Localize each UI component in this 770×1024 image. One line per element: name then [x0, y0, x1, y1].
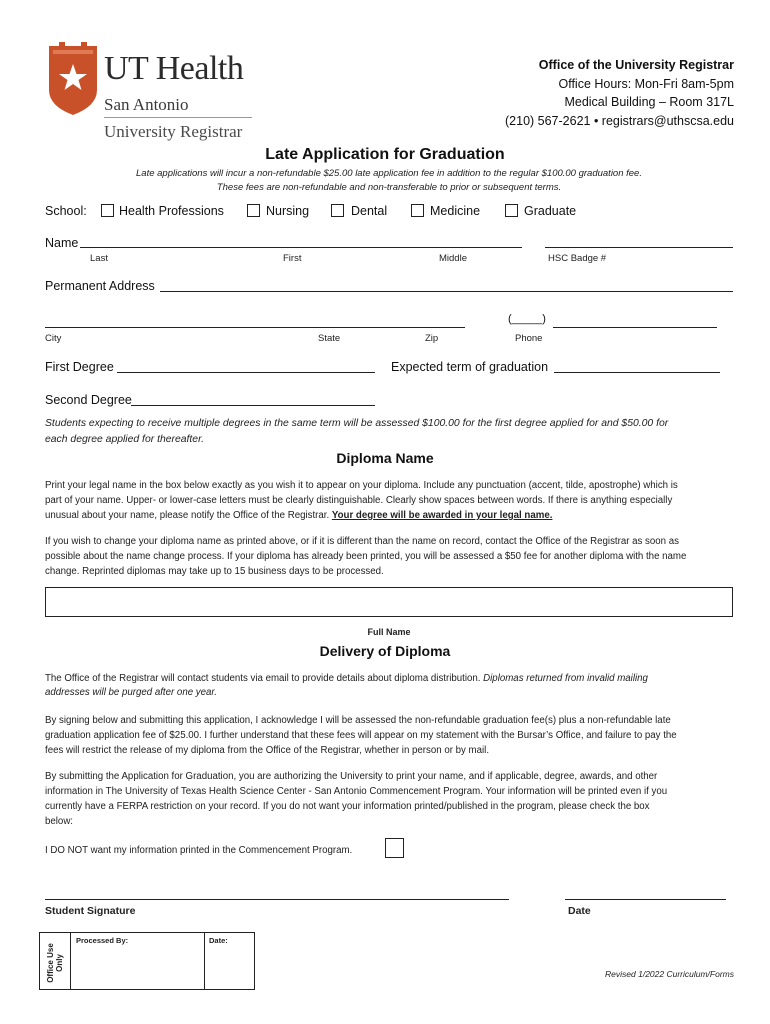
logo-divider	[104, 117, 252, 118]
address-input-line[interactable]	[160, 291, 733, 292]
office-use-box	[39, 932, 255, 990]
delivery-p1-line1: The Office of the Registrar will contact students via email to provide details about diploma distribution.	[45, 673, 481, 684]
office-use-vertical-cell	[40, 933, 71, 989]
school-option-dental: Dental	[351, 204, 388, 218]
school-label: School:	[45, 204, 87, 218]
legal-name-notice: Your degree will be awarded in your legal name.	[331, 510, 553, 521]
diploma-p2-line1: If you wish to change your diploma name as printed above, or if it is different than the name on record, contact the Office of the Registrar as soon as	[45, 536, 679, 547]
name-sublabel-first: First	[283, 253, 302, 264]
address-sublabel-state: State	[318, 333, 341, 344]
address-sublabel-city: City	[45, 333, 62, 344]
processed-by-cell[interactable]	[70, 933, 205, 989]
revision-footer: Revised 1/2022 Curriculum/Forms	[605, 969, 734, 979]
processed-by-label: Processed By:	[76, 936, 129, 945]
address-sublabel-zip: Zip	[425, 333, 439, 344]
expected-term-label: Expected term of graduation	[391, 360, 549, 374]
school-option-graduate: Graduate	[524, 204, 577, 218]
diploma-p2-line3: change. Reprinted diplomas may take up to 15 business days to be processed.	[45, 566, 384, 577]
school-checkbox-health-professions[interactable]	[101, 204, 114, 217]
delivery-p2-line1: By signing below and submitting this application, I acknowledge I will be assessed the non-refundable graduation fee(s) plus a non-refundable late	[45, 715, 671, 726]
expected-term-input-line[interactable]	[554, 372, 720, 373]
office-use-only-label: Office Use Only	[46, 943, 64, 983]
first-degree-label: First Degree	[45, 360, 114, 374]
school-option-nursing: Nursing	[266, 204, 310, 218]
delivery-p1-line2: addresses will be purged after one year.	[45, 687, 217, 698]
signature-date-line[interactable]	[565, 899, 726, 900]
diploma-p1-line3: unusual about your name, please notify the Office of the Registrar.	[45, 510, 330, 521]
city-state-zip-input-line[interactable]	[45, 327, 465, 328]
office-building: Medical Building – Room 317L	[564, 95, 734, 109]
diploma-p1-line2: part of your name. Upper- or lower-case letters must be clearly distinguishable. Clearly show spaces between words. If there is anything especially	[45, 495, 673, 506]
office-date-label: Date:	[209, 936, 228, 945]
office-name: Office of the University Registrar	[538, 58, 734, 72]
delivery-p3-line2: information in The University of Texas Health Science Center - San Antonio Commencement Program. Your information will be printed even if you	[45, 786, 668, 797]
name-label: Name	[45, 236, 79, 250]
fee-note-line2: These fees are non-refundable and non-transferable to prior or subsequent terms.	[216, 182, 562, 193]
multi-degree-note-line2: each degree applied for thereafter.	[45, 434, 205, 445]
office-info	[505, 56, 734, 130]
office-date-cell[interactable]	[204, 933, 254, 989]
delivery-p2-line3: fees will restrict the release of my diploma from the Office of the Registrar, whether in person or by mail.	[45, 745, 490, 756]
office-contact: (210) 567-2621 • registrars@uthscsa.edu	[505, 113, 734, 128]
phone-input-line[interactable]	[553, 327, 717, 328]
name-input-line[interactable]	[80, 247, 522, 248]
name-sublabel-hsc-badge: HSC Badge #	[548, 253, 607, 264]
second-degree-input-line[interactable]	[131, 405, 375, 406]
school-option-health-professions: Health Professions	[119, 204, 224, 218]
name-sublabel-last: Last	[90, 253, 108, 264]
delivery-p3-line4: below:	[45, 816, 74, 827]
address-sublabel-phone: Phone	[515, 333, 543, 344]
page-title: Late Application for Graduation	[265, 146, 505, 163]
delivery-p1-purge-note: Diplomas returned from invalid mailing	[483, 673, 648, 684]
delivery-p2-line2: graduation application fee of $25.00. I further understand that these fees will appear on my statement with the Bursar’s Office, and failure to pay the	[45, 730, 677, 741]
full-name-label: Full Name	[367, 627, 411, 637]
first-degree-input-line[interactable]	[117, 372, 375, 373]
second-degree-label: Second Degree	[45, 393, 132, 407]
optout-label: I DO NOT want my information printed in the Commencement Program.	[45, 845, 353, 856]
delivery-p3-line3: currently have a FERPA restriction on your record. If you do not want your information printed/published in the program, please check the box	[45, 801, 650, 812]
school-checkbox-medicine[interactable]	[411, 204, 424, 217]
multi-degree-note-line1: Students expecting to receive multiple degrees in the same term will be assessed $100.00 for the first degree applied for and $50.00 for	[45, 418, 669, 429]
office-hours: Office Hours: Mon-Fri 8am-5pm	[558, 76, 734, 91]
fee-note-line1: Late applications will incur a non-refundable $25.00 late application fee in addition to the regular $100.00 graduation fee.	[136, 168, 642, 179]
name-sublabel-middle: Middle	[439, 253, 467, 264]
logo-wordmark: UT Health	[104, 50, 244, 87]
delivery-p3-line1: By submitting the Application for Graduation, you are authorizing the University to print your name, and if applicable, degree, awards, and other	[45, 771, 658, 782]
hsc-badge-input-line[interactable]	[545, 247, 733, 248]
optout-checkbox[interactable]	[385, 838, 404, 858]
full-name-input-box[interactable]	[45, 587, 733, 617]
phone-area-code: (_____)	[508, 313, 546, 325]
school-checkbox-nursing[interactable]	[247, 204, 260, 217]
diploma-name-heading: Diploma Name	[336, 450, 434, 466]
address-label: Permanent Address	[45, 279, 155, 293]
school-checkbox-dental[interactable]	[331, 204, 344, 217]
diploma-p2-line2: possible about the name change process. If your diploma has already been printed, you will be assessed a $50 fee for another diploma with the name	[45, 551, 687, 562]
student-signature-label: Student Signature	[45, 905, 136, 917]
logo-department: University Registrar	[104, 122, 243, 141]
delivery-heading: Delivery of Diploma	[319, 643, 451, 659]
ut-health-shield-logo	[47, 40, 99, 116]
student-signature-line[interactable]	[45, 899, 509, 900]
school-checkbox-graduate[interactable]	[505, 204, 518, 217]
diploma-p1-line1: Print your legal name in the box below exactly as you wish it to appear on your diploma. Include any punctuation (accent, tilde, apostrophe) which is	[45, 480, 678, 491]
school-option-medicine: Medicine	[430, 204, 481, 218]
logo-subtitle: San Antonio	[104, 95, 189, 114]
signature-date-label: Date	[568, 905, 591, 917]
